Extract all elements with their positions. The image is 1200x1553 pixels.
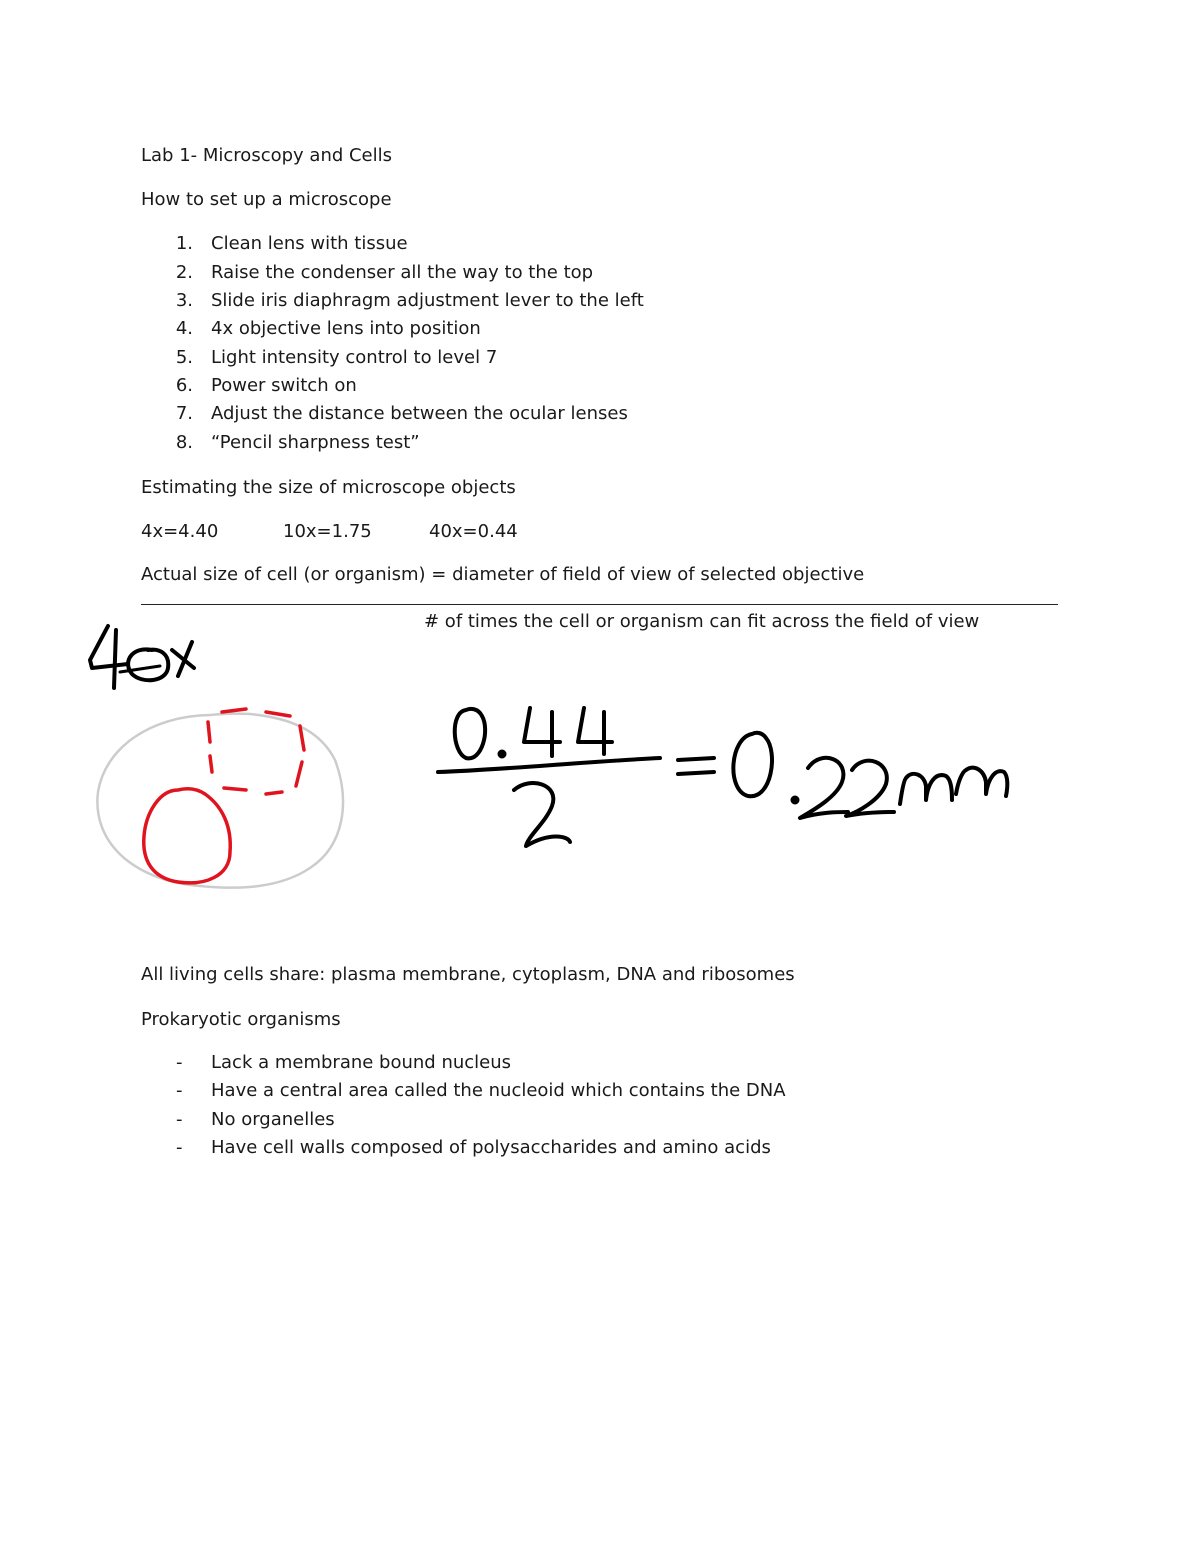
handwritten-magnification <box>90 626 194 688</box>
list-bullet: - <box>176 1137 183 1158</box>
list-bullet: - <box>176 1052 183 1073</box>
step-number: 1. <box>175 233 193 254</box>
handwritten-calculation <box>438 708 1007 846</box>
step-text: Power switch on <box>211 375 357 396</box>
step-number: 6. <box>175 375 193 396</box>
formula-numerator: Actual size of cell (or organism) = diameter of field of view of selected objective <box>141 564 865 585</box>
step-number: 8. <box>175 432 193 453</box>
formula-denominator: # of times the cell or organism can fit across the field of view <box>424 611 980 632</box>
step-text: Light intensity control to level 7 <box>211 347 498 368</box>
fov-40x: 40x=0.44 <box>429 521 518 542</box>
step-number: 2. <box>175 262 193 283</box>
step-text: Adjust the distance between the ocular lenses <box>211 403 628 424</box>
list-item: No organelles <box>211 1109 335 1130</box>
step-number: 5. <box>175 347 193 368</box>
step-text: 4x objective lens into position <box>211 318 481 339</box>
setup-heading: How to set up a microscope <box>141 189 392 210</box>
step-text: “Pencil sharpness test” <box>211 432 420 453</box>
step-text: Clean lens with tissue <box>211 233 408 254</box>
step-number: 4. <box>175 318 193 339</box>
list-item: Have cell walls composed of polysaccharides and amino acids <box>211 1137 771 1158</box>
fov-10x: 10x=1.75 <box>283 521 372 542</box>
estimating-heading: Estimating the size of microscope objects <box>141 477 516 498</box>
fov-4x: 4x=4.40 <box>141 521 219 542</box>
list-bullet: - <box>176 1109 183 1130</box>
step-number: 7. <box>175 403 193 424</box>
cell-sketch <box>97 709 343 888</box>
list-item: Have a central area called the nucleoid which contains the DNA <box>211 1080 786 1101</box>
step-number: 3. <box>175 290 193 311</box>
list-item: Lack a membrane bound nucleus <box>211 1052 512 1073</box>
step-text: Raise the condenser all the way to the top <box>211 262 594 283</box>
document-title: Lab 1- Microscopy and Cells <box>141 145 393 166</box>
field-of-view-outline <box>97 714 343 888</box>
red-cell-solid <box>144 789 231 883</box>
cells-shared-text: All living cells share: plasma membrane, cytoplasm, DNA and ribosomes <box>141 964 795 985</box>
step-text: Slide iris diaphragm adjustment lever to the left <box>211 290 644 311</box>
list-bullet: - <box>176 1080 183 1101</box>
prokaryotic-heading: Prokaryotic organisms <box>141 1009 341 1030</box>
